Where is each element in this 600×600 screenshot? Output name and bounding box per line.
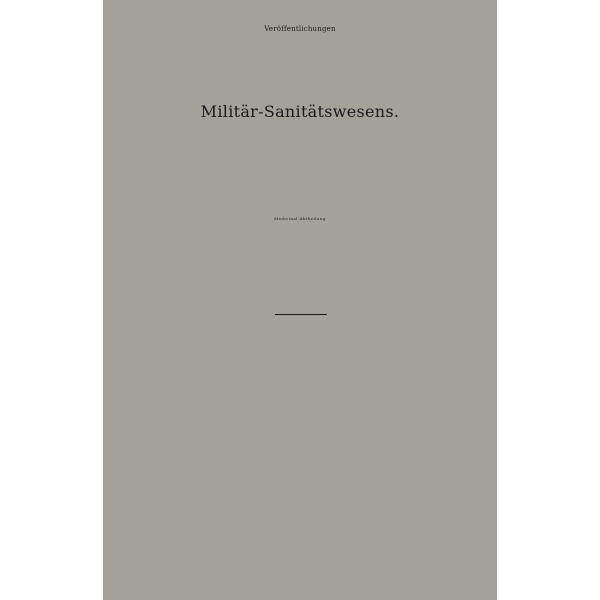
book-cover [103,0,497,600]
main-title: Militär-Sanitätswesens. [200,102,400,121]
series-title: Veröffentlichungen [264,25,336,33]
editor-name: Medicinal-Abtheilung [274,216,326,221]
divider-rule [275,314,327,315]
